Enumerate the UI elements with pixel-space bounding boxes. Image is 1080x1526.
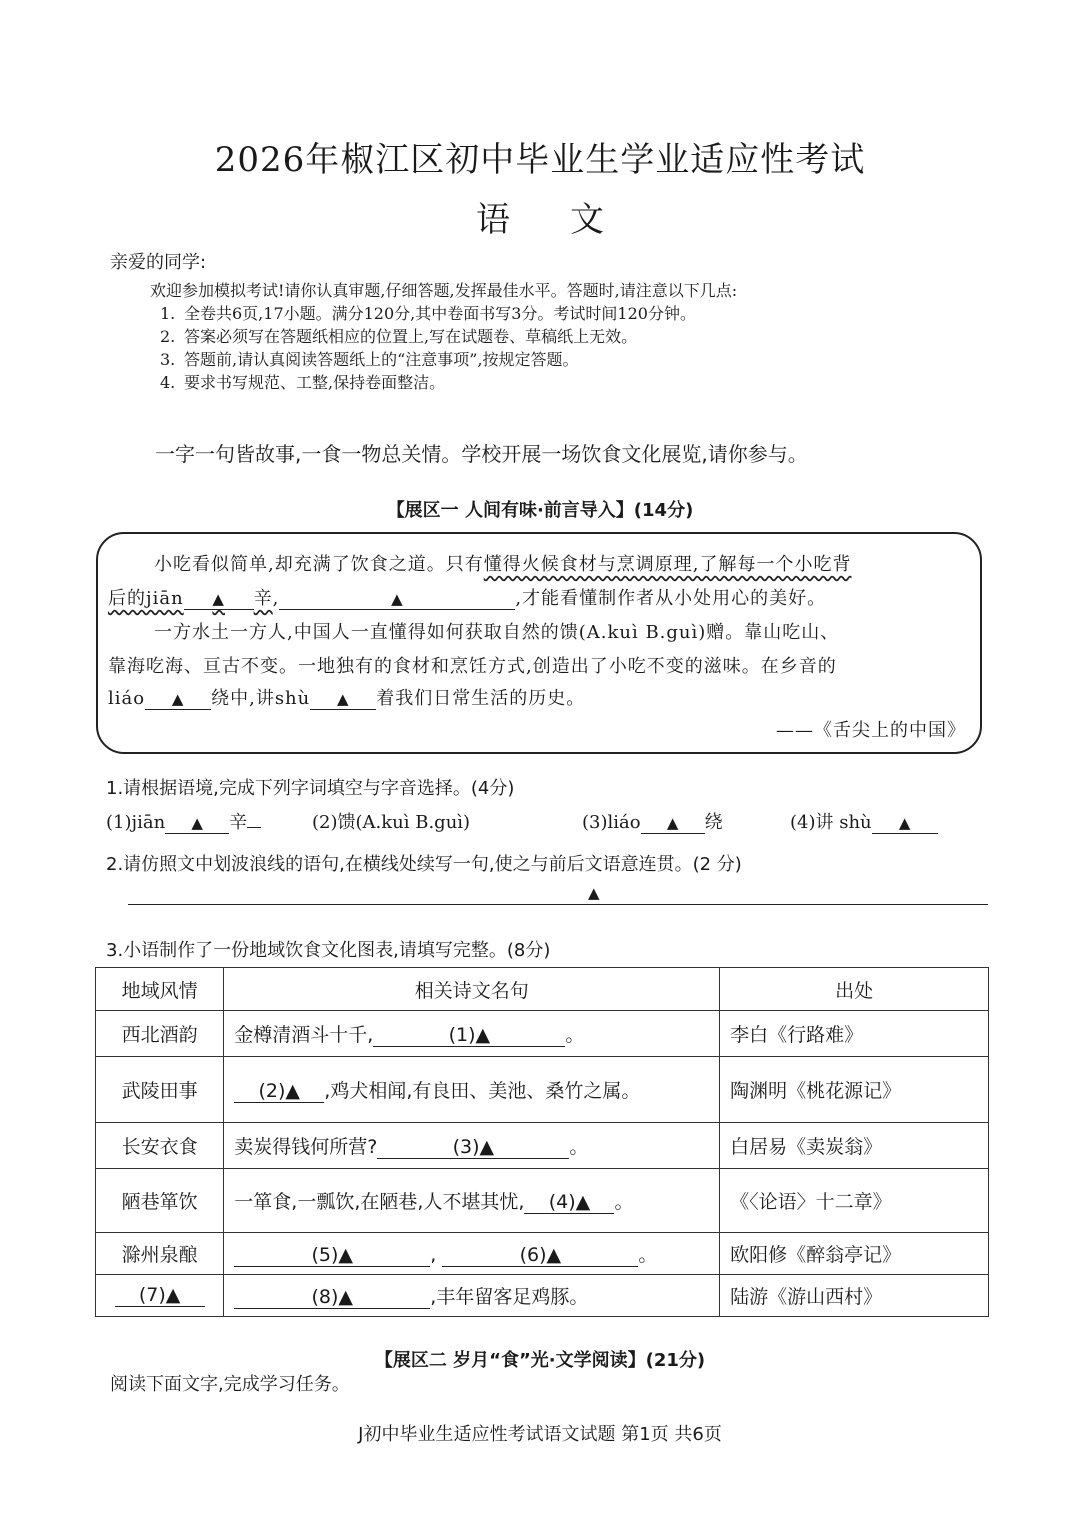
q2-blank-inline[interactable]: ▲ [279, 589, 515, 610]
greeting: 亲爱的同学: [110, 252, 207, 273]
q1-item-3[interactable]: (3)liáo ▲ 绕 [582, 812, 723, 833]
q1-item-1[interactable]: (1)jiān ▲ 辛 [106, 808, 261, 834]
notice-list [160, 302, 696, 394]
notice-item: 1. 全卷共6页,17小题。满分120分,其中卷面书写3分。考试时间120分钟。 [160, 304, 696, 323]
table-row: 滁州泉酿 (5)▲ , (6)▲ 。 欧阳修《醉翁亭记》 [96, 1233, 989, 1275]
table-row: 陋巷箪饮 一箪食,一瓢饮,在陋巷,人不堪其忧, (4)▲ 。 《〈论语〉十二章》 [96, 1169, 989, 1233]
q2-answer-marker: ▲ [588, 884, 600, 902]
q1-stem: 1.请根据语境,完成下列字词填空与字音选择。(4分) [106, 778, 515, 799]
subject-title: 语文 [476, 200, 664, 240]
passage-line-3: 一方水土一方人,中国人一直懂得如何获取自然的馈(A.kuì B.guì)赠。靠山吃山、 [154, 622, 840, 643]
table-header: 地域风情 [96, 968, 224, 1011]
table-row: (7)▲ (8)▲ ,丰年留客足鸡豚。 陆游《游山西村》 [96, 1275, 989, 1317]
q1-item-4[interactable]: (4)讲 shù ▲ [790, 808, 938, 834]
table-row: 西北酒韵 金樽清酒斗十千, (1)▲ 。 李白《行路难》 [96, 1011, 989, 1057]
q1-item-2[interactable]: (2)馈(A.kuì B.guì) [312, 812, 471, 833]
exam-title: 2026年椒江区初中毕业生学业适应性考试 [214, 140, 866, 180]
table-header-row [96, 968, 989, 1011]
passage-line-1: 小吃看似简单,却充满了饮食之道。只有懂得火候食材与烹调原理,了解每一个小吃背 [154, 554, 852, 575]
passage-line-5: liáo ▲ 绕中,讲shù ▲ 着我们日常生活的历史。 [108, 688, 586, 709]
table-header: 相关诗文名句 [224, 968, 720, 1011]
section2-instruction: 阅读下面文字,完成学习任务。 [110, 1374, 350, 1395]
culture-table [95, 967, 989, 1317]
section1-heading: 【展区一 人间有味·前言导入】(14分) [386, 500, 694, 521]
q2-answer-line[interactable] [128, 904, 988, 905]
q3-stem: 3.小语制作了一份地域饮食文化图表,请填写完整。(8分) [106, 940, 551, 961]
notice-item: 3. 答题前,请认真阅读答题纸上的“注意事项”,按规定答题。 [160, 350, 579, 369]
passage-box [96, 532, 982, 754]
passage-line-2: 后的jiān ▲ 辛, ▲ ,才能看懂制作者从小处用心的美好。 [108, 588, 827, 609]
welcome-text: 欢迎参加模拟考试!请你认真审题,仔细答题,发挥最佳水平。答题时,请注意以下几点: [150, 281, 738, 300]
page-footer: J初中毕业生适应性考试语文试题 第1页 共6页 [358, 1424, 722, 1445]
table-row: 长安衣食 卖炭得钱何所营? (3)▲ 。 白居易《卖炭翁》 [96, 1123, 989, 1169]
table-header: 出处 [720, 968, 989, 1011]
notice-item: 4. 要求书写规范、工整,保持卷面整洁。 [160, 373, 446, 392]
passage-line-4: 靠海吃海、亘古不变。一地独有的食材和烹饪方式,创造出了小吃不变的滋味。在乡音的 [108, 656, 837, 677]
notice-item: 2. 答案必须写在答题纸相应的位置上,写在试题卷、草稿纸上无效。 [160, 327, 638, 346]
q2-stem: 2.请仿照文中划波浪线的语句,在横线处续写一句,使之与前后文语意连贯。(2 分) [106, 854, 742, 875]
intro-text: 一字一句皆故事,一食一物总关情。学校开展一场饮食文化展览,请你参与。 [155, 442, 808, 466]
passage-source: ——《舌尖上的中国》 [776, 720, 966, 741]
table-row: 武陵田事 (2)▲ ,鸡犬相闻,有良田、美池、桑竹之属。 陶渊明《桃花源记》 [96, 1057, 989, 1123]
wavy-sentence: 懂得火候食材与烹调原理,了解每一个小吃背 [483, 554, 852, 575]
section2-heading: 【展区二 岁月“食”光·文学阅读】(21分) [374, 1350, 706, 1371]
